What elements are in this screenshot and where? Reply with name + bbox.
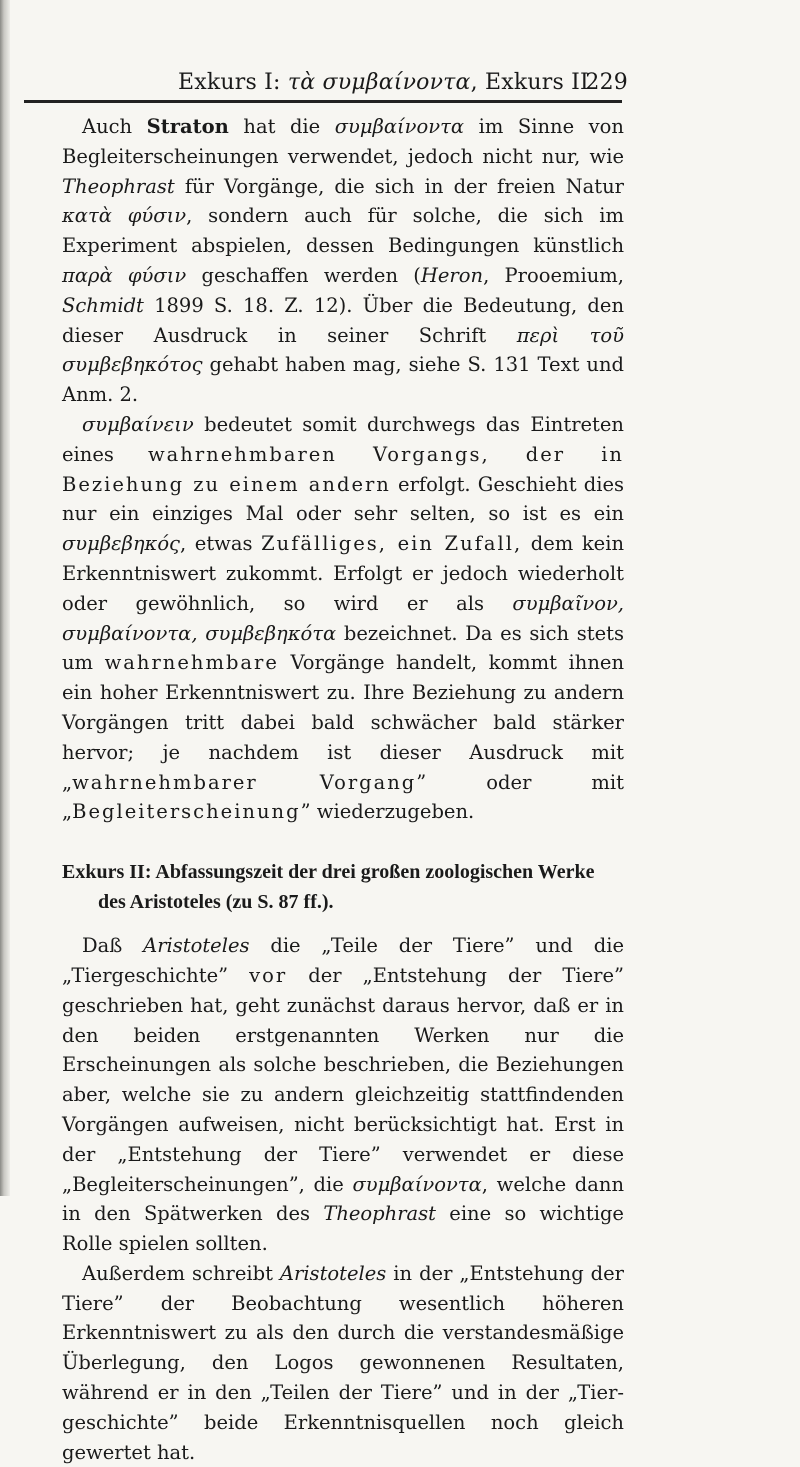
running-title: Exkurs I: τὰ συμβαίνοντα, Exkurs II	[178, 70, 589, 95]
paragraph-straton: Auch Straton hat die συμβαίνοντα im Sinne von Begleiterscheinungen verwendet, jedoch nicht nur, wie Theophrast für Vorgänge, die sich in der freien Natur κατὰ φύσιν, sondern auch für solche, die sich im Experiment abspielen, dessen Bedingungen künstlich παρὰ φύσιν geschaffen werden (Heron, Prooemium, Schmidt 1899 S. 18. Z. 12). Über die Bedeutung, den dieser Ausdruck in seiner Schrift περὶ τοῦ συμβεβηκότος gehabt haben mag, siehe S. 131 Text und Anm. 2.	[62, 115, 624, 407]
section-heading: Exkurs II: Abfassungszeit der drei großen zoologischen Werke des Aristoteles (zu S. 87 ff.).	[62, 861, 595, 914]
paragraph-aristoteles-2: Außerdem schreibt Aristoteles in der „Entstehung der Tiere” der Beobachtung wesentlich höheren Erkenntniswert zu als den durch die verstandesmäßige Überlegung, den Logos gewonnenen Resultaten, während er in den „Teilen der Tiere” und in der „Tiergeschichte” beide Erkenntnisquellen noch gleich gewertet hat.	[62, 1261, 625, 1464]
page-body	[62, 112, 624, 1467]
paragraph-aristoteles-1: Daß Aristoteles die „Teile der Tiere” und die „Tiergeschichte” vor der „Entstehung der Tiere” geschrieben hat, geht zunächst daraus hervor, daß er in den beiden erstgenannten Werken nur die Erscheinungen als solche beschrieben, die Beziehungen aber, welche sie zu andern gleichzeitig stattfindenden Vorgängen aufweisen, nicht berücksichtigt hat. Erst in der „Entstehung der Tiere” verwendet er diese „Begleiterscheinungen”, die συμβαίνοντα, welche dann in den Spätwerken des Theophrast eine so wichtige Rolle spielen sollten.	[62, 934, 625, 1256]
header-rule	[24, 100, 622, 103]
page-number: 229	[585, 70, 628, 95]
paragraph-symbainein: συμβαίνειν bedeutet somit durchwegs das Eintreten eines wahrnehmbaren Vorgangs, der in Beziehung zu einem andern erfolgt. Geschieht dies nur ein einziges Mal oder sehr selten, so ist es ein συμβεβηκός, etwas Zufälliges, ein Zufall, dem kein Erkenntniswert zukommt. Erfolgt er jedoch wiederholt oder gewöhnlich, so wird er als συμβαῖνον, συμβαίνοντα, συμβεβηκότα bezeichnet. Da es sich stets um wahrnehmbare Vorgänge handelt, kommt ihnen ein hoher Erkenntniswert zu. Ihre Beziehung zu andern Vorgängen tritt dabei bald schwächer bald stärker hervor; je nachdem ist dieser Ausdruck mit „wahrnehmbarer Vorgang” oder mit „Begleiterscheinung” wiederzugeben.	[62, 412, 625, 824]
book-binding-shadow	[0, 0, 10, 1196]
running-header	[178, 70, 628, 95]
